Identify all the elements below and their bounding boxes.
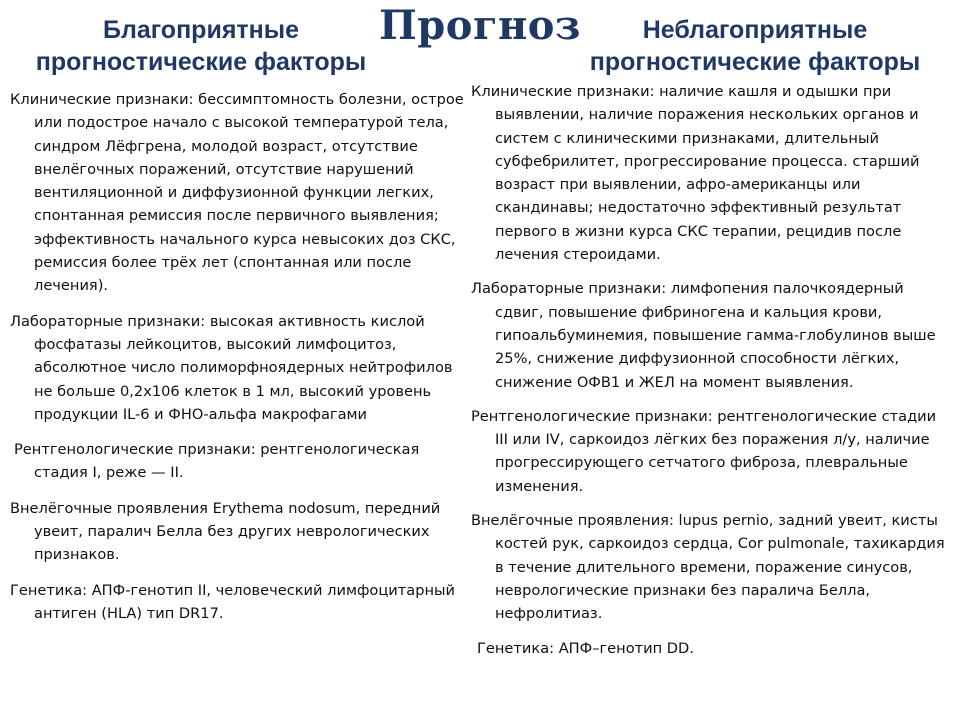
unfavorable-heading-line1: Неблагоприятные <box>642 16 868 44</box>
favorable-genetics: Генетика: АПФ-генотип II, человеческий лимфоцитарный антиген (HLA) тип DR17. <box>10 581 456 622</box>
favorable-factors-list <box>10 88 470 625</box>
unfavorable-factors-list <box>471 80 951 660</box>
unfavorable-extrapulmonary-signs: Внелёгочные проявления: lupus pernio, задний увеит, кисты костей рук, саркоидоз сердца, Cor pulmonale, тахикардия в течение длительного времени, поражение синусов, неврологические признаки без паралича Белла, нефролитиаз. <box>471 512 945 623</box>
unfavorable-clinical-signs: Клинические признаки: наличие кашля и одышки при выявлении, наличие поражения нескольких органов и систем с клиническими признаками, длительный субфебрилитет, прогрессирование процесса. старший возраст при выявлении, афро-американцы или скандинавы; недостаточно эффективный результат первого в жизни курса СКС терапии, рецидив после лечения стероидами. <box>471 83 920 264</box>
unfavorable-genetics: Генетика: АПФ–генотип DD. <box>477 639 694 657</box>
favorable-heading-line2: прогностические факторы <box>35 48 367 76</box>
unfavorable-factors-heading <box>560 14 950 78</box>
favorable-factors-heading <box>8 14 394 78</box>
slide-title: Прогноз <box>379 2 581 49</box>
favorable-laboratory-signs: Лабораторные признаки: высокая активность кислой фосфатазы лейкоцитов, высокий лимфоцитоз, абсолютное число полиморфноядерных нейтрофилов не больше 0,2x106 клеток в 1 мл, высокий уровень продукции IL-6 и ФНО-альфа макрофагами <box>10 312 453 423</box>
favorable-radiological-signs: Рентгенологические признаки: рентгенологическая стадия I, реже — II. <box>14 441 420 482</box>
favorable-clinical-signs: Клинические признаки: бессимптомность болезни, острое или подострое начало с высокой температурой тела, синдром Лёфгрена, молодой возраст, отсутствие внелёгочных поражений, отсутствие нарушений вентиляционной и диффузионной функции легких, спонтанная ремиссия после первичного выявления; эффективность начального курса невысоких доз СКС, ремиссия более трёх лет (спонтанная или после лечения). <box>10 91 464 295</box>
unfavorable-laboratory-signs: Лабораторные признаки: лимфопения палочкоядерный сдвиг, повышение фибриногена и кальция крови, гипоальбуминемия, повышение гамма-глобулинов выше 25%, снижение диффузионной способности лёгких, снижение ОФВ1 и ЖЕЛ на момент выявления. <box>471 280 936 391</box>
unfavorable-heading-line2: прогностические факторы <box>589 48 921 76</box>
favorable-extrapulmonary-signs: Внелёгочные проявления Erythema nodosum, передний увеит, паралич Белла без других неврологических признаков. <box>10 499 441 564</box>
favorable-heading-line1: Благоприятные <box>102 16 300 44</box>
unfavorable-radiological-signs: Рентгенологические признаки: рентгенологические стадии III или IV, саркоидоз лёгких без поражения л/у, наличие прогрессирующего сетчатого фиброза, плевральные изменения. <box>471 407 937 495</box>
